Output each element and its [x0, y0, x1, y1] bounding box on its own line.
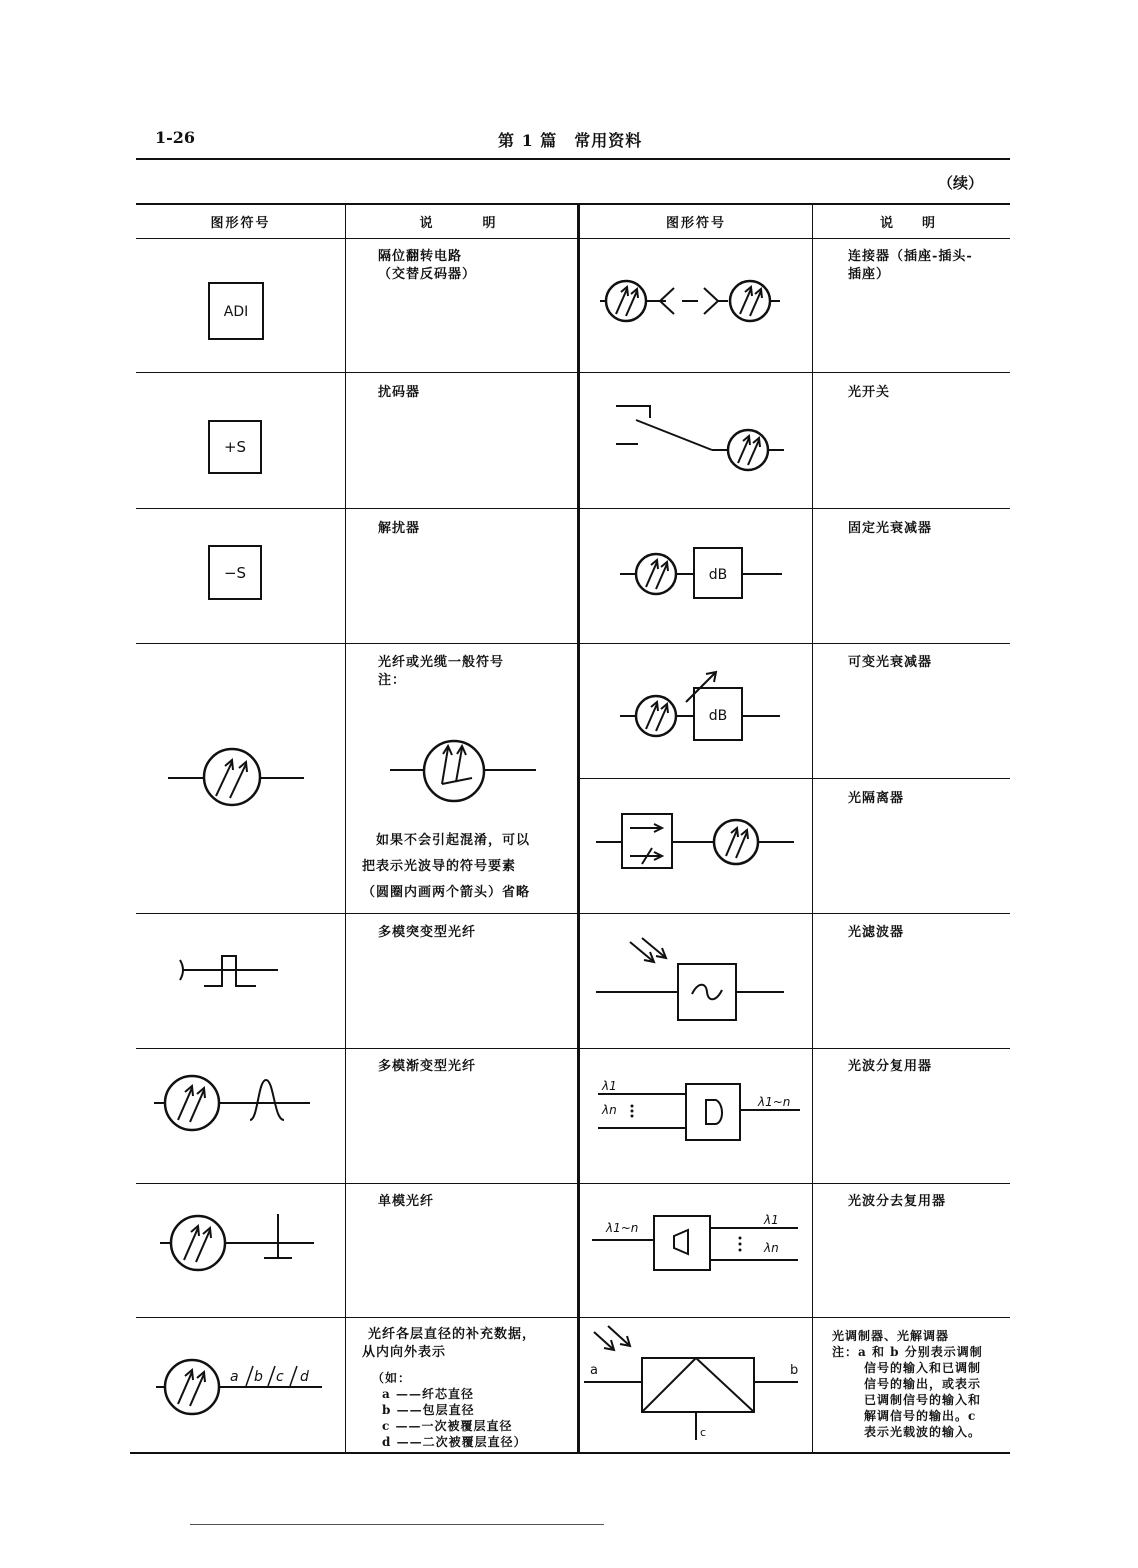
desc-wdm-demultiplexer: 光波分去复用器	[848, 1194, 947, 1209]
row-rule	[136, 1183, 1010, 1184]
col-header-right-desc: 说 明	[879, 216, 943, 231]
variable-attenuator-symbol	[620, 668, 786, 744]
scrambler-box-symbol	[208, 420, 262, 474]
wdm-demultiplexer-symbol	[592, 1210, 802, 1274]
fiber-note-symbol	[390, 738, 538, 804]
desc-multimode-graded: 多模渐变型光纤	[378, 1059, 477, 1074]
desc-connector: 连接器（插座-插头- 插座）	[848, 249, 973, 282]
connector-symbol	[600, 276, 784, 326]
optical-modulator-symbol	[584, 1324, 806, 1442]
desc-single-mode: 单模光纤	[378, 1194, 435, 1209]
optical-filter-symbol	[596, 936, 788, 1024]
desc-optical-filter: 光滤波器	[848, 925, 905, 940]
table-bottom-rule	[130, 1452, 1010, 1454]
header-rule	[136, 158, 1010, 160]
note-optical-fiber: 如果不会引起混淆，可以 把表示光波导的符号要素 （圆圈内画两个箭头）省略	[362, 833, 531, 900]
svg-text:a: a	[590, 1363, 598, 1378]
fiber-layer-diameter-symbol	[156, 1356, 326, 1418]
desc-scrambler: 扰码器	[378, 385, 421, 400]
svg-text:c: c	[276, 1369, 284, 1385]
fixed-attenuator-symbol	[620, 546, 786, 602]
section-title: 第 1 篇 常用资料	[498, 131, 643, 150]
svg-text:+S: +S	[223, 438, 247, 456]
svg-text:d: d	[300, 1369, 309, 1385]
desc-descrambler: 解扰器	[378, 521, 421, 536]
optical-switch-symbol	[612, 400, 788, 476]
wdm-multiplexer-symbol	[598, 1076, 804, 1144]
row-rule	[136, 508, 1010, 509]
desc-wdm-multiplexer: 光波分复用器	[848, 1059, 933, 1074]
col-header-right-symbol: 图形符号	[665, 216, 726, 231]
multimode-step-fiber-symbol	[176, 950, 282, 990]
svg-text:λ1~n: λ1~n	[758, 1095, 791, 1109]
svg-text:λ1: λ1	[764, 1213, 779, 1227]
col-header-left-symbol: 图形符号	[210, 216, 271, 231]
svg-text:dB: dB	[708, 708, 728, 724]
svg-text:dB: dB	[708, 567, 728, 583]
desc-fixed-attenuator: 固定光衰减器	[848, 521, 933, 536]
desc-optical-fiber-general: 光纤或光缆一般符号 注：	[378, 655, 505, 688]
page-number: 1-26	[155, 128, 196, 147]
svg-text:b: b	[790, 1363, 799, 1378]
desc-layer-diameters: 光纤各层直径的补充数据， 从内向外表示	[362, 1327, 537, 1360]
row-rule	[136, 643, 1010, 644]
table-head-rule	[136, 238, 1010, 239]
row-rule	[136, 913, 1010, 914]
optical-fiber-symbol	[168, 746, 308, 808]
desc-multimode-step: 多模突变型光纤	[378, 925, 477, 940]
col-divider-2	[577, 205, 580, 1453]
desc-optical-isolator: 光隔离器	[848, 791, 905, 806]
single-mode-fiber-symbol	[160, 1212, 316, 1274]
svg-text:−S: −S	[223, 564, 247, 582]
desc-variable-attenuator: 可变光衰减器	[848, 655, 933, 670]
desc-optical-switch: 光开关	[848, 385, 891, 400]
svg-text:λ1: λ1	[602, 1079, 617, 1093]
svg-text:b: b	[254, 1369, 263, 1385]
desc-alternate-inverter: 隔位翻转电路 （交替反码器）	[378, 249, 477, 282]
row-rule	[580, 778, 1010, 779]
row-rule	[136, 1048, 1010, 1049]
svg-text:c: c	[700, 1426, 707, 1439]
row-rule	[136, 1317, 1010, 1318]
scan-artifact-line	[190, 1524, 604, 1525]
optical-isolator-symbol	[596, 810, 798, 872]
adi-box-symbol	[208, 282, 264, 340]
col-divider-3	[812, 205, 813, 1453]
desc-optical-modulator: 光调制器、光解调器 注：a 和 b 分别表示调制 信号的输入和已调制 信号的输出，或表示 已调制信号的输入和 解调信号的输出。c 表示光载波的输入。	[832, 1329, 983, 1439]
table-top-rule	[136, 203, 1010, 205]
svg-text:λn: λn	[602, 1103, 617, 1117]
col-divider-1	[345, 205, 346, 1453]
multimode-graded-fiber-symbol	[154, 1072, 312, 1134]
continued-label: （续）	[938, 174, 984, 192]
note-layer-diameters: （如： a ——纤芯直径 b ——包层直径 c ——一次被覆层直径 d ——二次被覆层直径）	[372, 1371, 527, 1449]
svg-text:λn: λn	[764, 1241, 779, 1255]
row-rule	[136, 372, 1010, 373]
col-header-left-desc: 说 明	[419, 216, 504, 231]
svg-text:λ1~n: λ1~n	[606, 1221, 639, 1235]
svg-text:a: a	[230, 1369, 239, 1385]
svg-text:ADI: ADI	[223, 304, 249, 320]
descrambler-box-symbol	[208, 545, 262, 600]
